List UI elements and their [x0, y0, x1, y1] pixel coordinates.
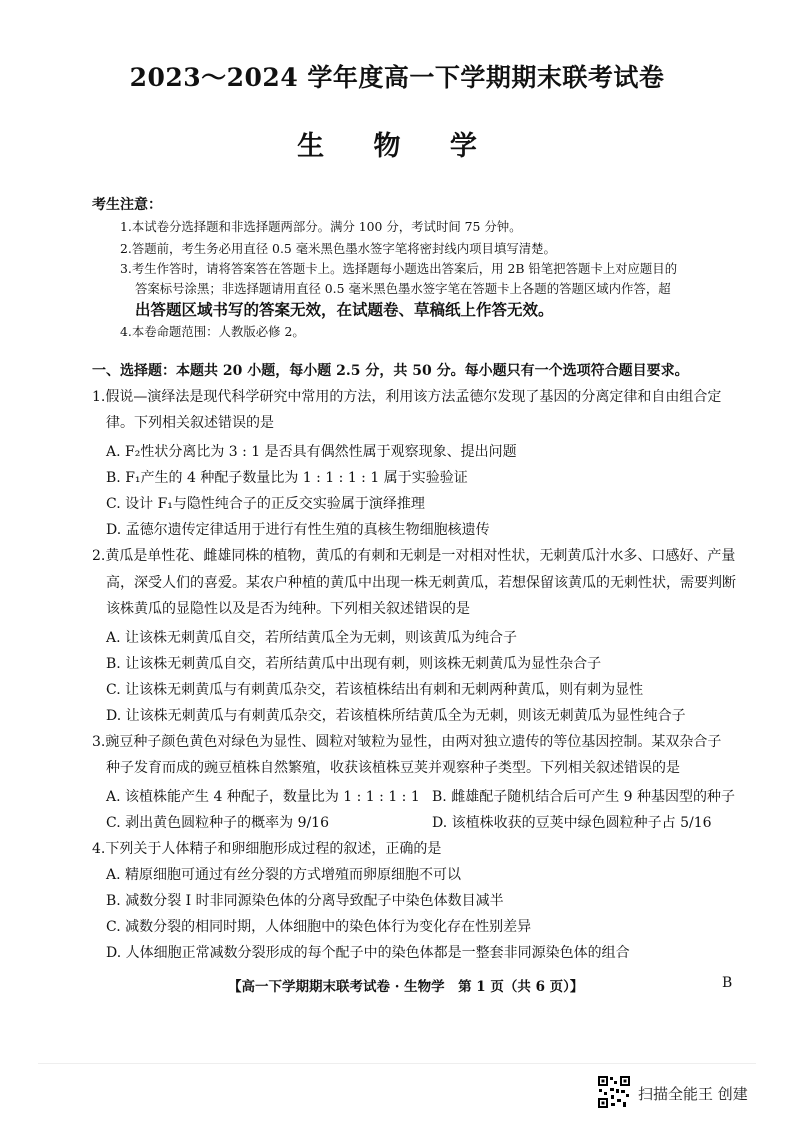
option: D. 让该株无刺黄瓜与有刺黄瓜杂交，若该植株所结黄瓜全为无刺，则该无刺黄瓜为显性纯合子: [106, 708, 686, 724]
question-stem: 3.豌豆种子颜色黄色对绿色为显性、圆粒对皱粒为显性，由两对独立遗传的等位基因控制。某双杂合子: [92, 734, 722, 750]
notice-item: 2.答题前，考生务必用直径 0.5 毫米黑色墨水签字笔将密封线内项目填写清楚。: [120, 241, 556, 256]
question-stem: 高，深受人们的喜爱。某农户种植的黄瓜中出现一株无刺黄瓜，若想保留该黄瓜的无刺性状，需要判断: [106, 575, 736, 591]
question-stem: 律。下列相关叙述错误的是: [106, 415, 274, 431]
option: D. 该植株收获的豆荚中绿色圆粒种子占 5/16: [432, 815, 712, 831]
option: A. 该植株能产生 4 种配子，数量比为 1 : 1 : 1 : 1: [106, 789, 420, 805]
exam-title: 2023～2024 学年度高一下学期期末联考试卷: [129, 63, 665, 92]
option: C. 减数分裂的相同时期，人体细胞中的染色体行为变化存在性别差异: [106, 919, 532, 935]
page-footer: 【高一下学期期末联考试卷 · 生物学 第 1 页（共 6 页）】: [228, 979, 584, 995]
question-stem: 4.下列关于人体精子和卵细胞形成过程的叙述，正确的是: [92, 841, 442, 857]
subject-title: 生 物 学: [297, 131, 497, 162]
option: D. 孟德尔遗传定律适用于进行有性生殖的真核生物细胞核遗传: [106, 522, 490, 538]
option: B. 雌雄配子随机结合后可产生 9 种基因型的种子: [432, 789, 735, 805]
option: B. 减数分裂 Ⅰ 时非同源染色体的分离导致配子中染色体数目减半: [106, 893, 504, 909]
question-stem: 该株黄瓜的显隐性以及是否为纯种。下列相关叙述错误的是: [106, 601, 470, 617]
option: B. F₁产生的 4 种配子数量比为 1 : 1 : 1 : 1 属于实验验证: [106, 470, 468, 486]
option: A. 精原细胞可通过有丝分裂的方式增殖而卵原细胞不可以: [106, 867, 462, 883]
notice-item: 3.考生作答时，请将答案答在答题卡上。选择题每小题选出答案后，用 2B 铅笔把答题卡上对应题目的: [120, 261, 678, 276]
version-label: B: [722, 975, 733, 991]
option: C. 设计 F₁与隐性纯合子的正反交实验属于演绎推理: [106, 496, 425, 512]
option: D. 人体细胞正常减数分裂形成的每个配子中的染色体都是一整套非同源染色体的组合: [106, 945, 630, 961]
notice-item: 出答题区域书写的答案无效，在试题卷、草稿纸上作答无效。: [135, 300, 554, 319]
notice-item: 1.本试卷分选择题和非选择题两部分。满分 100 分，考试时间 75 分钟。: [120, 219, 522, 234]
notice-heading: 考生注意：: [92, 197, 162, 213]
question-stem: 1.假说—演绎法是现代科学研究中常用的方法，利用该方法孟德尔发现了基因的分离定律和自由组合定: [92, 389, 722, 405]
divider: [38, 1063, 756, 1064]
option: B. 让该株无刺黄瓜自交，若所结黄瓜中出现有刺，则该株无刺黄瓜为显性杂合子: [106, 656, 602, 672]
option: C. 剥出黄色圆粒种子的概率为 9/16: [106, 815, 330, 831]
option: C. 让该株无刺黄瓜与有刺黄瓜杂交，若该植株结出有刺和无刺两种黄瓜，则有刺为显性: [106, 682, 644, 698]
notice-item: 4.本卷命题范围：人教版必修 2。: [120, 324, 305, 339]
option: A. 让该株无刺黄瓜自交，若所结黄瓜全为无刺，则该黄瓜为纯合子: [106, 630, 518, 646]
section-heading: 一、选择题：本题共 20 小题，每小题 2.5 分，共 50 分。每小题只有一个选项符合题目要求。: [92, 363, 689, 379]
question-stem: 种子发育而成的豌豆植株自然繁殖，收获该植株豆荚并观察种子类型。下列相关叙述错误的是: [106, 760, 680, 776]
question-stem: 2.黄瓜是单性花、雌雄同株的植物，黄瓜的有刺和无刺是一对相对性状，无刺黄瓜汁水多、口感好、产量: [92, 548, 736, 564]
option: A. F₂性状分离比为 3 : 1 是否具有偶然性属于观察现象、提出问题: [106, 444, 517, 460]
watermark-text: 扫描全能王 创建: [638, 1085, 748, 1103]
notice-item: 答案标号涂黑；非选择题请用直径 0.5 毫米黑色墨水签字笔在答题卡上各题的答题区域内作答，超: [135, 281, 671, 296]
qr-code-icon: [597, 1075, 631, 1109]
